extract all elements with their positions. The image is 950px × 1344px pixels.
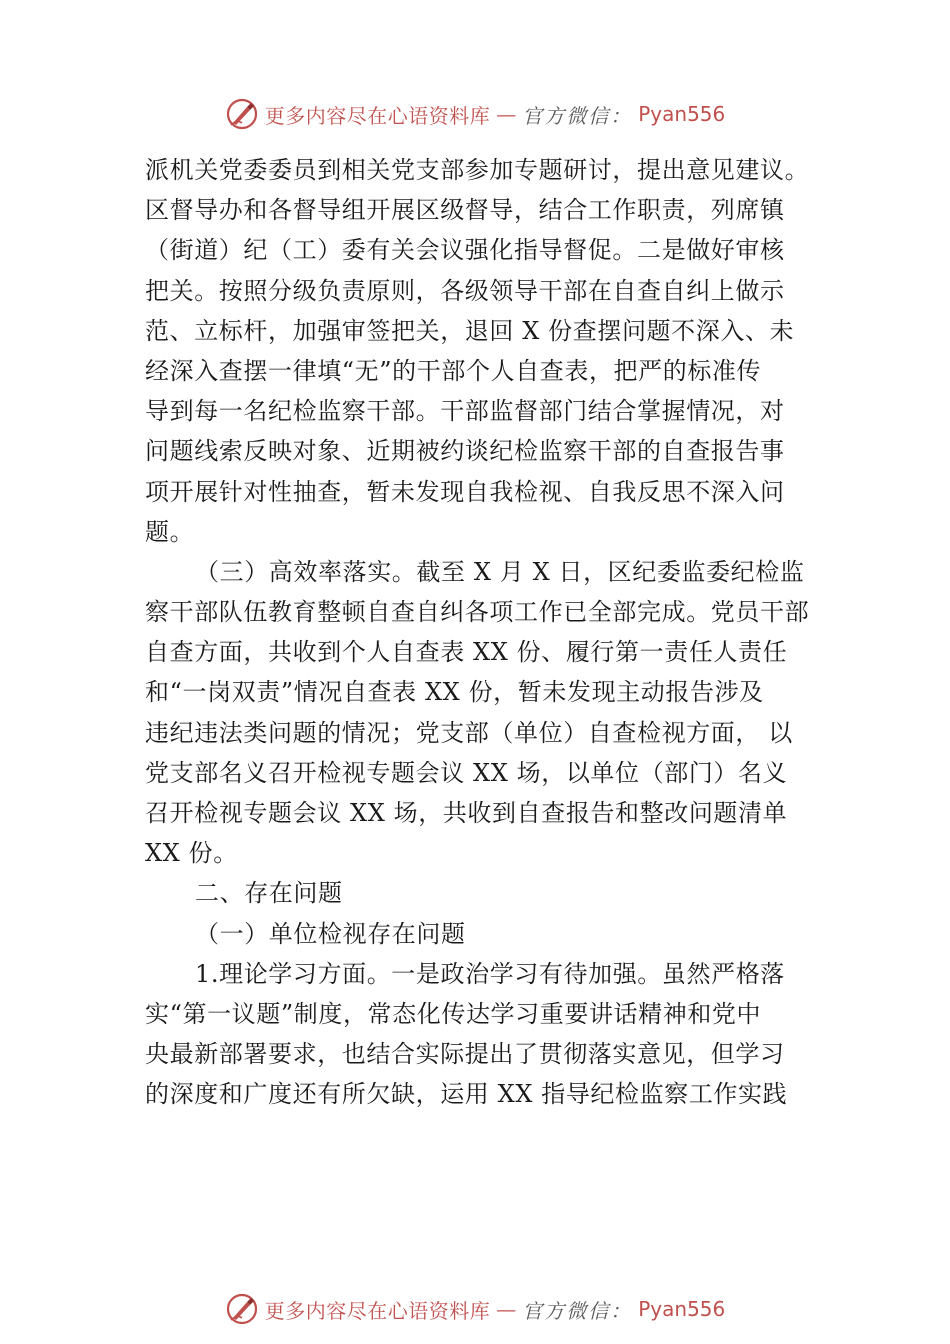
body-line: 派机关党委委员到相关党支部参加专题研讨，提出意见建议。 [145,156,810,184]
body-line: 区督导办和各督导组开展区级督导，结合工作职责，列席镇 [145,196,785,225]
body-line-theory-study: 1.理论学习方面。一是政治学习有待加强。虽然严格落 [195,959,785,988]
body-line: 项开展针对性抽查，暂未发现自我检视、自我反思不深入问 [145,477,785,506]
watermark-main-text: 更多内容尽在心语资料库 [264,103,491,128]
body-line: 经深入查摆一律填“无”的干部个人自查表，把严的标准传 [145,356,762,385]
body-line: XX 份。 [145,839,238,868]
body-line: 把关。按照分级负责原则，各级领导干部在自查自纠上做示 [145,276,785,305]
body-line: 党支部名义召开检视专题会议 XX 场，以单位（部门）名义 [145,758,788,787]
body-line: 导到每一名纪检监察干部。干部监督部门结合掌握情况，对 [145,397,785,426]
body-line: （街道）纪（工）委有关会议强化指导督促。二是做好审核 [145,236,785,265]
subsection-heading-unit-review: （一）单位检视存在问题 [195,919,466,948]
watermark-label: 官方微信： [522,103,633,128]
watermark-wechat-id: Pyan556 [638,1297,726,1321]
watermark-separator: — [496,102,517,126]
body-line: 实“第一议题”制度，常态化传达学习重要讲话精神和党中 [145,999,762,1028]
watermark-main-text: 更多内容尽在心语资料库 [264,1298,491,1323]
body-line: 央最新部署要求，也结合实际提出了贯彻落实意见，但学习 [145,1040,785,1069]
body-line: 自查方面，共收到个人自查表 XX 份、履行第一责任人责任 [145,638,788,667]
body-line: 的深度和广度还有所欠缺，运用 XX 指导纪检监察工作实践 [145,1080,788,1109]
watermark-label: 官方微信： [522,1298,633,1323]
watermark-wechat-id: Pyan556 [638,102,726,126]
body-line: 违纪违法类问题的情况；党支部（单位）自查检视方面， 以 [145,718,793,747]
body-line-section-heading: （三）高效率落实。截至 X 月 X 日，区纪委监委纪检监 [195,557,805,586]
body-line: 和“一岗双责”情况自查表 XX 份，暂未发现主动报告涉及 [145,678,764,707]
body-line: 察干部队伍教育整顿自查自纠各项工作已全部完成。党员干部 [145,598,810,627]
pen-in-circle-icon [225,97,259,131]
body-line: 题。 [145,517,195,546]
body-line: 问题线索反映对象、近期被约谈纪检监察干部的自查报告事 [145,437,785,466]
section-heading-problems: 二、存在问题 [195,879,343,908]
pen-in-circle-icon [225,1292,259,1326]
footer-watermark [0,1291,950,1327]
body-line: 召开检视专题会议 XX 场，共收到自查报告和整改问题清单 [145,799,788,827]
document-body [145,150,825,1115]
body-line: 范、立标杆，加强审签把关，退回 X 份查摆问题不深入、未 [145,316,795,345]
watermark-separator: — [496,1297,517,1321]
header-watermark [0,96,950,132]
